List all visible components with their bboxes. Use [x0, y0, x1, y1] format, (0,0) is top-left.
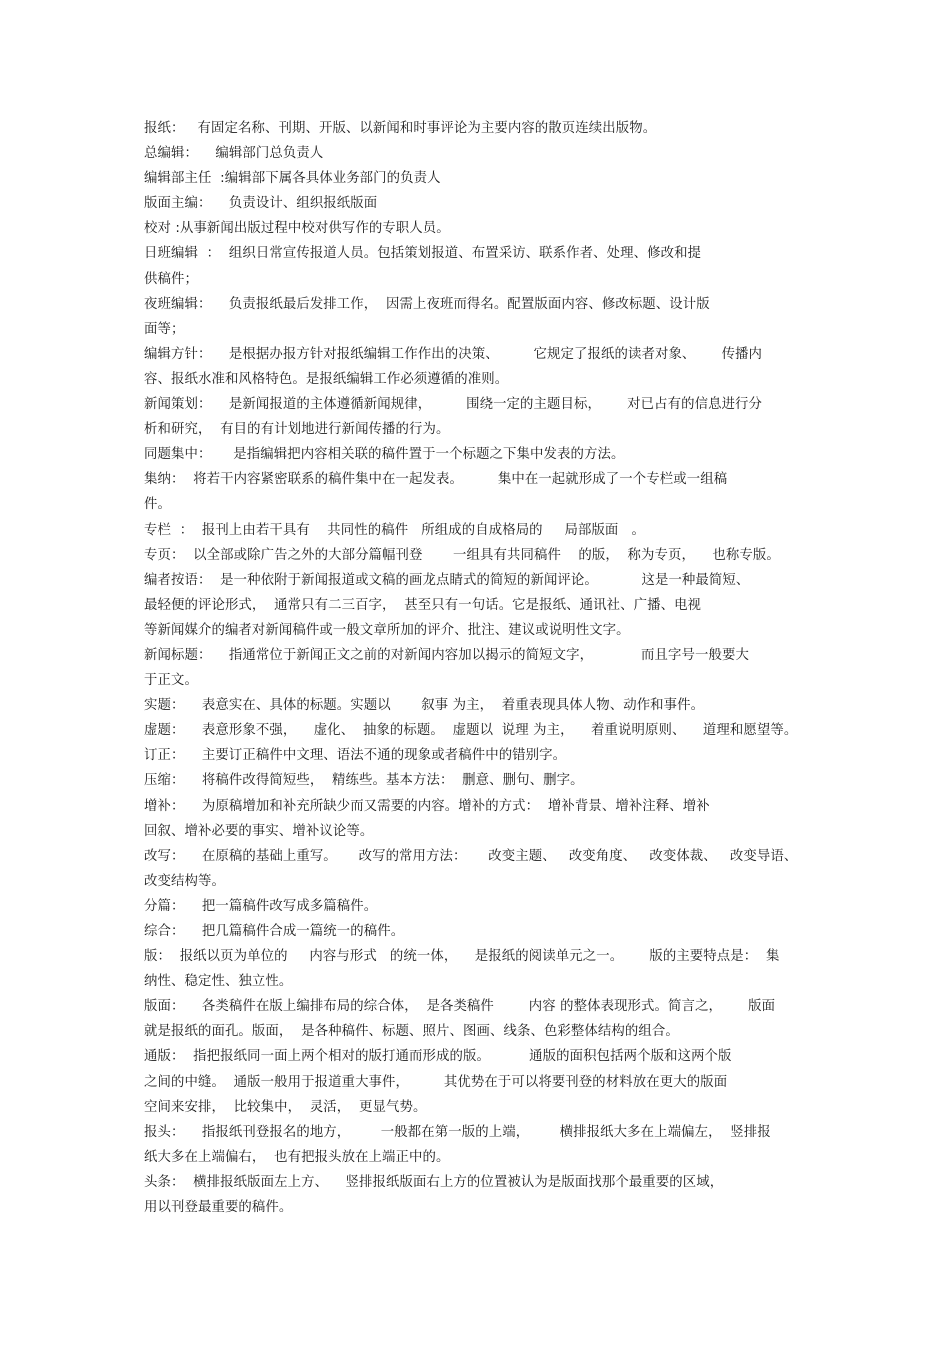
text-line: 容、报纸水准和风格特色。是报纸编辑工作必须遵循的准则。 — [144, 371, 509, 387]
text-line: 新闻策划： 是新闻报道的主体遵循新闻规律， 围绕一定的主题目标， 对已占有的信息进行分 — [144, 397, 763, 413]
text-line: 空间来安排， 比较集中， 灵活， 更显气势。 — [144, 1099, 427, 1115]
text-line: 综合： 把几篇稿件合成一篇统一的稿件。 — [144, 924, 405, 939]
text-line: 专页： 以全部或除广告之外的大部分篇幅刊登 一组具有共同稿件 的版， 称为专页， 也称专版。 — [144, 547, 780, 563]
text-line: 集纳： 将若干内容紧密联系的稿件集中在一起发表。 集中在一起就形成了一个专栏或一组稿 — [144, 472, 728, 488]
text-line: 改变结构等。 — [144, 873, 225, 889]
text-line: 编辑部主任 :编辑部下属各具体业务部门的负责人 — [144, 171, 441, 187]
text-line: 面等； — [144, 321, 185, 337]
text-line: 订正： 主要订正稿件中文理、语法不通的现象或者稿件中的错别字。 — [144, 748, 567, 764]
text-line: 压缩： 将稿件改得简短些， 精练些。基本方法： 删意、删句、删字。 — [144, 773, 584, 789]
text-line: 改写： 在原稿的基础上重写。 改写的常用方法： 改变主题、 改变角度、 改变体裁、 改变导语、 — [144, 848, 798, 864]
text-line: 于正文。 — [144, 673, 198, 689]
text-line: 编辑方针： 是根据办报方针对报纸编辑工作作出的决策、 它规定了报纸的读者对象、 传播内 — [144, 346, 763, 362]
text-line: 增补： 为原稿增加和补充所缺少而又需要的内容。增补的方式： 增补背景、增补注释、增补 — [144, 798, 710, 814]
text-line: 等新闻媒介的编者对新闻稿件或一般文章所加的评介、批注、建议或说明性文字。 — [144, 622, 630, 638]
text-line: 纳性、稳定性、独立性。 — [144, 974, 293, 990]
text-line: 专栏 ： 报刊上由若干具有 共同性的稿件 所组成的自成格局的 局部版面 。 — [144, 522, 645, 538]
text-line: 供稿件； — [144, 271, 198, 287]
text-line: 析和研究， 有目的有计划地进行新闻传播的行为。 — [144, 422, 450, 438]
text-line: 件。 — [144, 497, 171, 513]
text-line: 通版： 指把报纸同一面上两个相对的版打通而形成的版。 通版的面积包括两个版和这两个版 — [144, 1049, 732, 1065]
text-line: 夜班编辑： 负责报纸最后发排工作， 因需上夜班而得名。配置版面内容、修改标题、设计版 — [144, 296, 710, 312]
text-line: 回叙、增补必要的事实、增补议论等。 — [144, 823, 374, 839]
text-line: 头条： 横排报纸版面左上方、 竖排报纸版面右上方的位置被认为是版面找那个最重要的区域， — [144, 1174, 724, 1190]
text-line: 虚题： 表意形象不强， 虚化、 抽象的标题。 虚题以 说理 为主， 着重说明原则、 道理和愿望等。 — [144, 723, 798, 739]
text-line: 用以刊登最重要的稿件。 — [144, 1200, 293, 1216]
text-line: 版面主编： 负责设计、组织报纸版面 — [144, 196, 378, 212]
text-line: 就是报纸的面孔。版面， 是各种稿件、标题、照片、图画、线条、色彩整体结构的组合。 — [144, 1024, 679, 1040]
document-body — [144, 116, 814, 1220]
text-line: 版： 报纸以页为单位的 内容与形式 的统一体， 是报纸的阅读单元之一。 版的主要特点是： 集 — [144, 949, 780, 965]
text-line: 总编辑： 编辑部门总负责人 — [144, 146, 324, 162]
text-line: 纸大多在上端偏右， 也有把报头放在上端正中的。 — [144, 1149, 450, 1165]
text-line: 校对 :从事新闻出版过程中校对供写作的专职人员。 — [144, 221, 450, 237]
text-line: 实题： 表意实在、具体的标题。实题以 叙事 为主， 着重表现具体人物、动作和事件。 — [144, 698, 705, 714]
text-line: 同题集中： 是指编辑把内容相关联的稿件置于一个标题之下集中发表的方法。 — [144, 447, 625, 463]
text-line: 编者按语： 是一种依附于新闻报道或文稿的画龙点睛式的简短的新闻评论。 这是一种最简短、 — [144, 572, 750, 588]
text-line: 版面： 各类稿件在版上编排布局的综合体， 是各类稿件 内容 的整体表现形式。简言之， 版面 — [144, 999, 776, 1015]
text-line: 日班编辑 ： 组织日常宣传报道人员。包括策划报道、布置采访、联系作者、处理、修改和提 — [144, 246, 702, 262]
text-line: 分篇： 把一篇稿件改写成多篇稿件。 — [144, 898, 378, 914]
text-line: 报头： 指报纸刊登报名的地方， 一般都在第一版的上端， 横排报纸大多在上端偏左， 竖排报 — [144, 1124, 771, 1140]
text-line: 新闻标题： 指通常位于新闻正文之前的对新闻内容加以揭示的简短文字， 而且字号一般要大 — [144, 647, 749, 663]
text-line: 之间的中缝。 通版一般用于报道重大事件， 其优势在于可以将要刊登的材料放在更大的版面 — [144, 1074, 728, 1090]
text-line: 报纸： 有固定名称、刊期、开版、以新闻和时事评论为主要内容的散页连续出版物。 — [144, 121, 657, 136]
text-line: 最轻便的评论形式， 通常只有二三百字， 甚至只有一句话。它是报纸、通讯社、广播、电视 — [144, 597, 702, 613]
